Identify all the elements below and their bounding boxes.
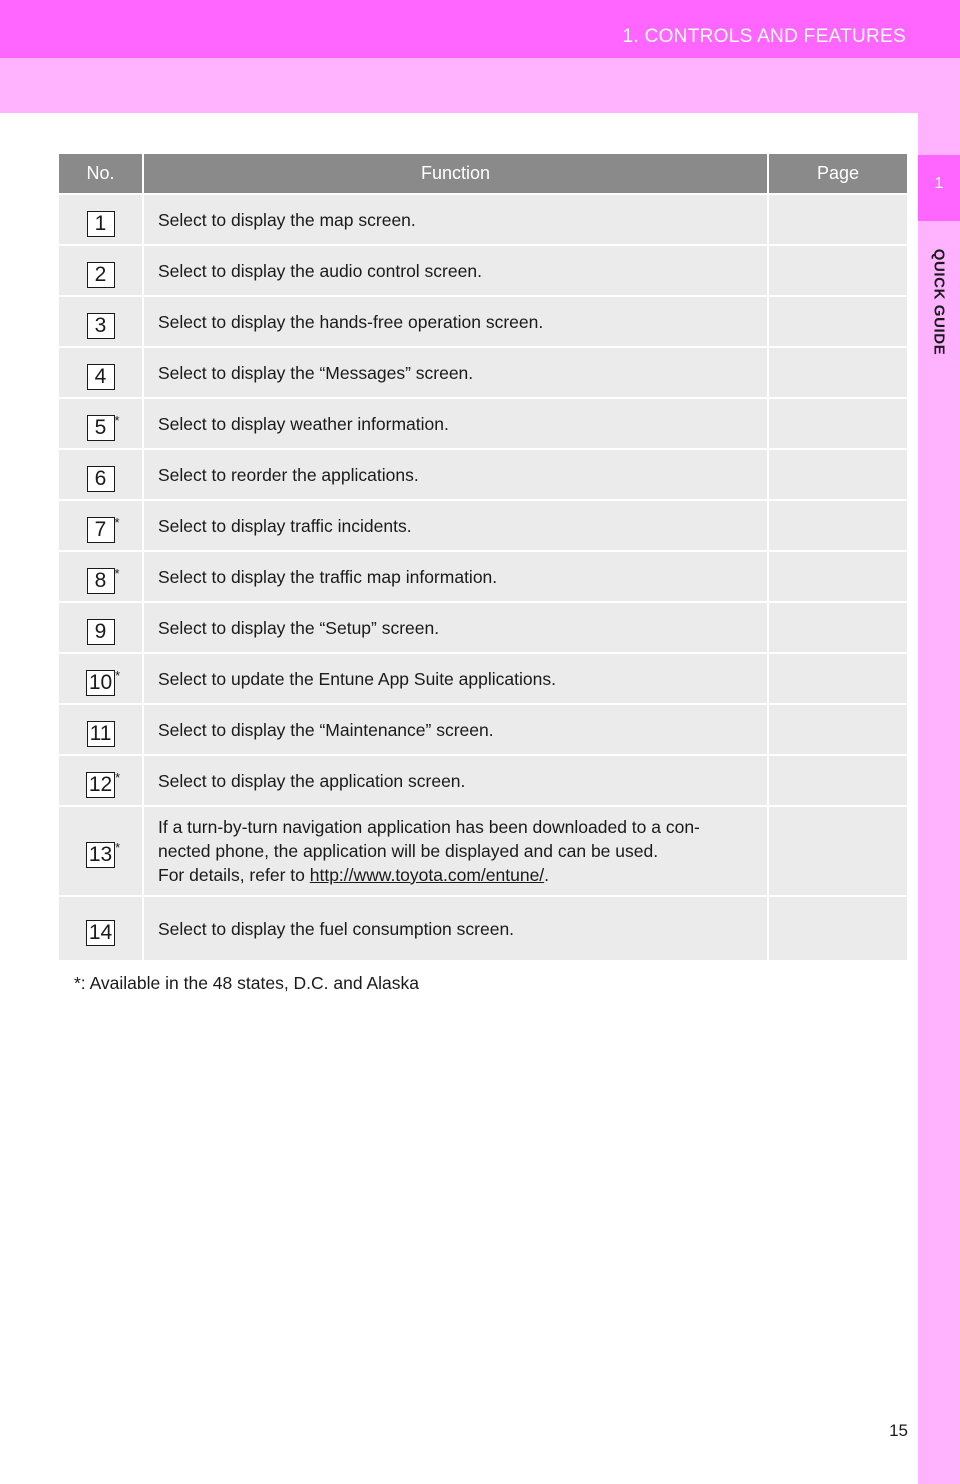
table-row <box>59 194 907 245</box>
column-header-function: Function <box>143 154 768 194</box>
row-number-cell <box>59 755 143 806</box>
table-row <box>59 551 907 602</box>
number-badge: 9 <box>87 619 115 645</box>
function-cell: Select to display traffic incidents. <box>143 500 768 551</box>
row-number-cell <box>59 398 143 449</box>
row-number-cell <box>59 500 143 551</box>
availability-asterisk: * <box>114 514 120 530</box>
row-number-cell <box>59 653 143 704</box>
column-header-no: No. <box>59 154 143 194</box>
function-cell: Select to display the fuel consumption screen. <box>143 896 768 960</box>
function-cell: Select to display the audio control screen. <box>143 245 768 296</box>
number-badge: 13 <box>86 842 115 868</box>
function-table <box>59 154 907 960</box>
row-number-cell <box>59 194 143 245</box>
table-row <box>59 398 907 449</box>
page-cell <box>768 602 907 653</box>
details-prefix: For details, refer to <box>158 865 310 885</box>
table-header-row <box>59 154 907 194</box>
table-row <box>59 806 907 896</box>
number-badge: 4 <box>87 364 115 390</box>
row-number-cell <box>59 602 143 653</box>
table-row <box>59 755 907 806</box>
function-cell: Select to update the Entune App Suite applications. <box>143 653 768 704</box>
number-badge: 11 <box>87 721 115 747</box>
row-number-cell <box>59 245 143 296</box>
page-cell <box>768 755 907 806</box>
function-cell: Select to display weather information. <box>143 398 768 449</box>
row-number-cell <box>59 449 143 500</box>
table-body <box>59 194 907 960</box>
page-cell <box>768 398 907 449</box>
function-cell: Select to display the hands-free operation screen. <box>143 296 768 347</box>
header-band <box>0 58 960 113</box>
header-bar <box>0 0 960 58</box>
number-badge: 5 <box>87 415 115 441</box>
table-row <box>59 449 907 500</box>
chapter-tab[interactable] <box>918 155 960 221</box>
number-badge: 1 <box>87 211 115 237</box>
page-cell <box>768 551 907 602</box>
page-cell <box>768 806 907 896</box>
section-label <box>918 232 960 372</box>
number-badge: 12 <box>86 772 115 798</box>
page-cell <box>768 245 907 296</box>
row-number-cell <box>59 896 143 960</box>
function-cell: Select to display the “Maintenance” screen. <box>143 704 768 755</box>
table-row <box>59 245 907 296</box>
row-number-cell <box>59 806 143 896</box>
table-row <box>59 500 907 551</box>
row-number-cell <box>59 704 143 755</box>
availability-asterisk: * <box>114 565 120 581</box>
row-number-cell <box>59 551 143 602</box>
number-badge: 2 <box>87 262 115 288</box>
page-cell <box>768 653 907 704</box>
number-badge: 8 <box>87 568 115 594</box>
table-row <box>59 704 907 755</box>
table-row <box>59 896 907 960</box>
table-row <box>59 296 907 347</box>
function-cell: Select to display the “Messages” screen. <box>143 347 768 398</box>
availability-asterisk: * <box>115 840 121 855</box>
table-row <box>59 602 907 653</box>
function-cell: Select to display the traffic map information. <box>143 551 768 602</box>
table-row <box>59 653 907 704</box>
function-cell: Select to display the “Setup” screen. <box>143 602 768 653</box>
page-cell <box>768 449 907 500</box>
chapter-number: 1 <box>934 175 944 192</box>
row-number-cell <box>59 296 143 347</box>
table-row <box>59 347 907 398</box>
page-number: 15 <box>889 1421 908 1440</box>
section-label-text: QUICK GUIDE <box>930 248 948 356</box>
row-number-cell <box>59 347 143 398</box>
number-badge: 10 <box>86 670 115 696</box>
availability-asterisk: * <box>115 769 121 785</box>
page-cell <box>768 500 907 551</box>
function-cell <box>143 806 768 896</box>
function-cell: Select to display the map screen. <box>143 194 768 245</box>
availability-asterisk: * <box>115 667 121 683</box>
page-cell <box>768 347 907 398</box>
page-cell <box>768 896 907 960</box>
number-badge: 7 <box>87 517 115 543</box>
entune-link[interactable]: http://www.toyota.com/entune/ <box>309 865 545 885</box>
availability-asterisk: * <box>114 412 120 428</box>
number-badge: 14 <box>86 920 115 946</box>
function-cell: Select to reorder the applications. <box>143 449 768 500</box>
function-line <box>158 863 755 887</box>
function-cell: Select to display the application screen. <box>143 755 768 806</box>
number-badge: 3 <box>87 313 115 339</box>
column-header-page: Page <box>768 154 907 194</box>
page-cell <box>768 194 907 245</box>
function-line: nected phone, the application will be displayed and can be used. <box>158 841 659 861</box>
footnote: *: Available in the 48 states, D.C. and Alaska <box>74 973 420 993</box>
chapter-title: 1. CONTROLS AND FEATURES <box>622 26 906 47</box>
details-suffix: . <box>544 865 550 885</box>
page-cell <box>768 296 907 347</box>
number-badge: 6 <box>87 466 115 492</box>
page-cell <box>768 704 907 755</box>
function-line: If a turn-by-turn navigation application has been downloaded to a con- <box>158 817 700 837</box>
